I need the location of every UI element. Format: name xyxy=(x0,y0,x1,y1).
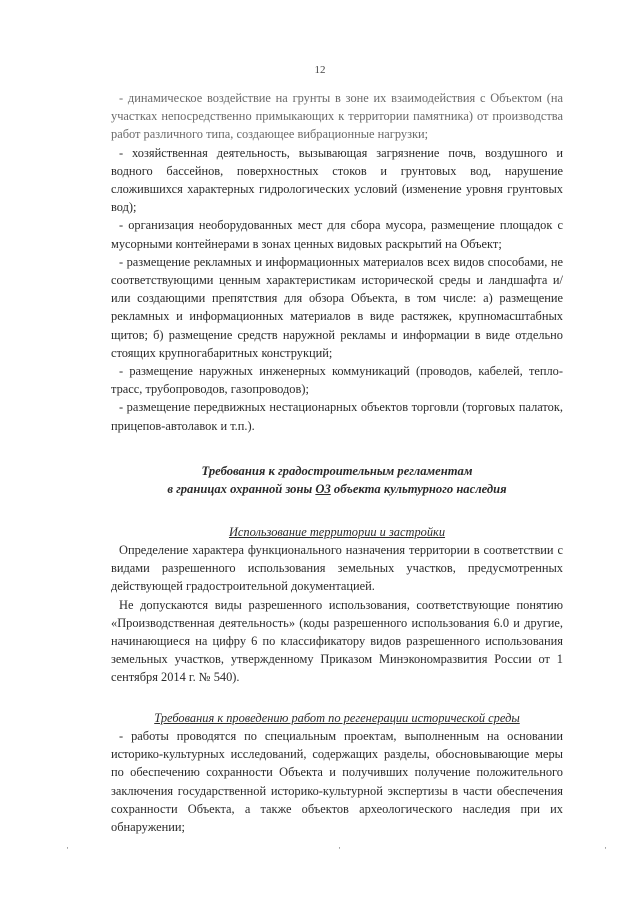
subsection-title: Использование территории и застройки xyxy=(228,524,446,539)
scan-mark: · xyxy=(604,843,607,853)
document-body xyxy=(111,89,563,836)
list-item: - размещение наружных инженерных коммуникаций (проводов, кабелей, тепло-трасс, трубопроводов, газопроводов); xyxy=(111,364,563,397)
page-number: 12 xyxy=(314,64,326,76)
list-item: - размещение рекламных и информационных материалов всех видов способами, не соответствующими ценным характеристикам исторической среды и ландшафта и/или создающими препятствия для обзора Объекта, в том числе: а) размещение рекламных и информационных материалов в виде растяжек, крупномасштабных щитов; б) размещение средств наружной рекламы и информации в виде отдельно стоящих крупногабаритных конструкций; xyxy=(111,254,563,360)
list-item: - организация необорудованных мест для сбора мусора, размещение площадок с мусорными контейнерами в зонах ценных видовых раскрытий на Объект; xyxy=(111,218,563,251)
subsection-title: Требования к проведению работ по регенерации исторической среды xyxy=(154,710,520,725)
heading-line-2 xyxy=(111,480,563,498)
zone-code: О3 xyxy=(315,481,331,496)
paragraph: - работы проводятся по специальным проектам, выполненным на основании историко-культурных исследований, содержащих разделы, обосновывающие меры по обеспечению сохранности Объекта и получивших получение положительного заключения государственной историко-культурной экспертизы в части обеспечения сохранности Объекта, а также объектов археологического наследия при их обнаружении; xyxy=(111,728,563,834)
scan-mark: · xyxy=(66,843,69,853)
heading-line-2-start: в границах охранной зоны xyxy=(167,481,316,496)
heading-line-1: Требования к градостроительным регламентам xyxy=(201,463,473,478)
list-item: - хозяйственная деятельность, вызывающая загрязнение почв, воздушного и водного бассейнов, поверхностных стоков и грунтовых вод, нарушение сложившихся характерных гидрологических условий (изменение уровня грунтовых вод); xyxy=(111,145,563,215)
list-item: - динамическое воздействие на грунты в зоне их взаимодействия с Объектом (на участках непосредственно примыкающих к территории памятника) от производства работ различного типа, создающее вибрационные нагрузки; xyxy=(111,91,563,142)
paragraph: Определение характера функционального назначения территории в соответствии с видами разрешенного использования земельных участков, предусмотренных действующей градостроительной документацией. xyxy=(111,543,563,594)
spacer xyxy=(111,687,563,709)
scan-mark: · xyxy=(338,843,341,853)
list-item: - размещение передвижных нестационарных объектов торговли (торговых палаток, прицепов-автолавок и т.п.). xyxy=(111,400,563,433)
paragraph: Не допускаются виды разрешенного использования, соответствующие понятию «Производственная деятельность» (коды разрешенного использования 6.0 и другие, начинающиеся на цифру 6 по классификатору видов разрешенного использования земельных участков, утвержденному Приказом Минэкономразвития России от 1 сентября 2014 г. № 540). xyxy=(111,597,563,685)
heading-line-2-end: объекта культурного наследия xyxy=(330,481,507,496)
section-heading xyxy=(111,462,563,498)
